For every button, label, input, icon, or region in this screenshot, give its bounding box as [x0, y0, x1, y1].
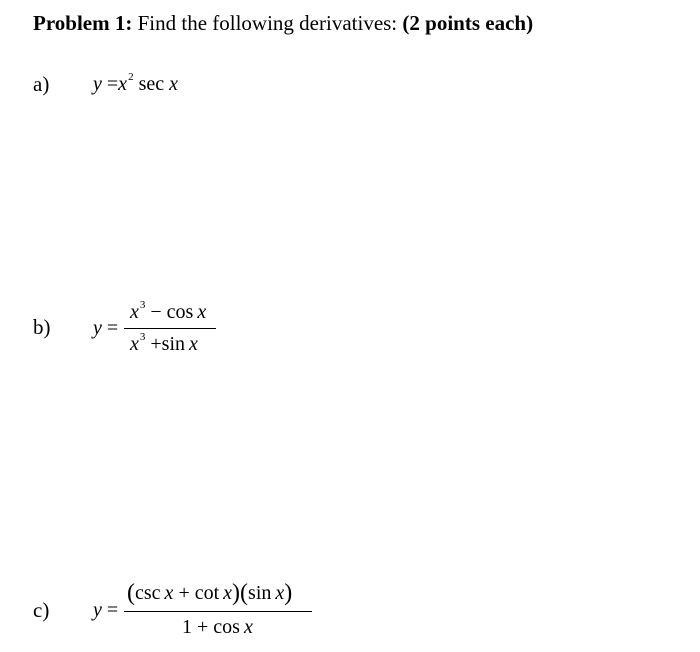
part-b-num-base: x: [130, 301, 139, 323]
part-b-den-exp: 3: [139, 331, 146, 343]
part-b-numerator: [130, 301, 206, 324]
part-c-arg-1: x: [164, 582, 174, 604]
part-a-expression: [93, 73, 178, 96]
part-a-exponent: 2: [128, 71, 134, 83]
part-c-lhs-group: [93, 599, 118, 622]
part-b-den-func: sin: [161, 333, 186, 355]
part-a-equals: =: [106, 73, 119, 95]
part-b-equals: =: [106, 317, 119, 339]
part-c-func-1: csc: [135, 582, 161, 604]
part-c-denominator: [182, 616, 253, 639]
part-c-den-arg: x: [243, 616, 253, 638]
part-a-lhs: y: [93, 73, 102, 95]
part-a-label: a): [33, 72, 50, 96]
part-c-fraction-bar: [124, 611, 312, 612]
points-note: (2 points each): [402, 11, 534, 35]
part-b-lhs: y: [93, 317, 102, 339]
problem-heading: [33, 11, 533, 36]
part-c-close-paren-1: ): [232, 580, 241, 606]
part-c-arg-2: x: [223, 582, 233, 604]
part-b-label: b): [33, 315, 51, 339]
part-c-den-func: cos: [213, 616, 240, 638]
part-c-func-3: sin: [248, 582, 272, 604]
part-b-lhs-group: [93, 317, 118, 340]
part-c-arg-3: x: [275, 582, 285, 604]
part-b-num-arg: x: [197, 301, 207, 323]
part-c-one: 1: [182, 616, 192, 638]
part-c-close-paren-2: ): [284, 580, 293, 606]
part-a-arg: x: [169, 73, 178, 95]
part-c-numerator: [127, 579, 292, 606]
problem-number: Problem 1:: [33, 11, 133, 35]
part-c-label: c): [33, 598, 50, 622]
part-b-den-base: x: [130, 333, 139, 355]
part-c-func-2: cot: [194, 582, 220, 604]
part-b-num-func: cos: [166, 301, 194, 323]
part-b-num-exp: 3: [139, 299, 146, 311]
part-c-den-plus: +: [197, 616, 209, 638]
part-c-open-paren-2: (: [240, 580, 249, 606]
part-b-den-arg: x: [189, 333, 198, 355]
part-c-plus: +: [178, 582, 190, 604]
part-b-den-op: +: [150, 333, 162, 355]
part-b-fraction-bar: [124, 328, 216, 329]
part-c-lhs: y: [93, 599, 102, 621]
part-c-open-paren-1: (: [127, 580, 135, 606]
part-b-denominator: [130, 333, 198, 356]
part-c-equals: =: [106, 599, 119, 621]
part-a-func: sec: [133, 73, 165, 95]
part-a-base: x: [118, 73, 128, 95]
part-b-num-op: −: [150, 301, 162, 323]
problem-instruction: Find the following derivatives:: [132, 11, 403, 35]
